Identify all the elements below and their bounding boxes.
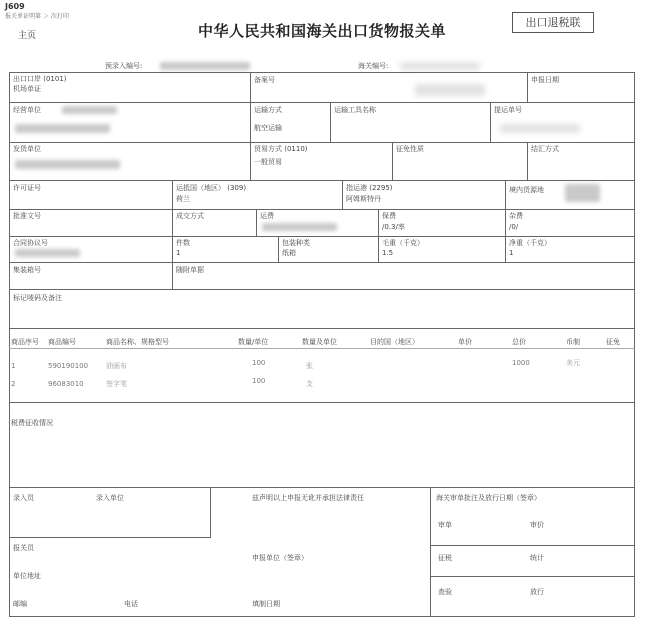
row-name-spec: 签字笔 [106, 380, 127, 388]
export-refund-stamp: 出口退税联 [512, 12, 594, 33]
review-label: 审单 [438, 521, 452, 529]
customs-no-value-redacted [400, 62, 480, 70]
release-label: 放行 [530, 588, 544, 596]
insurance-value: /0.3/率 [382, 223, 405, 231]
page-title: 中华人民共和国海关出口货物报关单 [198, 22, 447, 40]
trade-mode-value: 一般贸易 [254, 158, 282, 166]
pre-entry-value-redacted [160, 62, 250, 70]
declare-unit-sign-label: 申报单位（签章） [252, 554, 308, 562]
bill-no-value-redacted [500, 124, 580, 133]
transport-label: 运输方式 [254, 106, 282, 114]
operator-label: 经营单位 [13, 106, 41, 114]
inspection-label: 查验 [438, 588, 452, 596]
unit-address-label: 单位地址 [13, 572, 41, 580]
deal-mode-label: 成交方式 [176, 212, 204, 220]
settlement-label: 结汇方式 [531, 145, 559, 153]
packing-value: 纸箱 [282, 249, 296, 257]
home-link[interactable]: 主页 [18, 31, 37, 41]
gross-weight-value: 1.5 [382, 249, 394, 257]
row-unit: 张 [306, 362, 313, 370]
col-header-qty-and-unit: 数量及单位 [302, 338, 337, 346]
shipper-label: 发货单位 [13, 145, 41, 153]
record-no-value-redacted [415, 84, 485, 96]
phone-label: 电话 [124, 600, 138, 608]
transport-tool-label: 运输工具名称 [334, 106, 376, 114]
row-item-no: 2 [11, 380, 16, 388]
tax-levy-label: 税费征收情况 [11, 419, 53, 427]
customs-approval-label: 海关审单批注及放行日期（签章） [436, 494, 541, 502]
row-item-no: 1 [11, 362, 16, 370]
pre-entry-label: 预录入编号: [105, 62, 143, 70]
domestic-source-label: 境内货源地 [509, 186, 544, 194]
license-label: 许可证号 [13, 184, 41, 192]
postcode-label: 邮编 [13, 600, 27, 608]
declarant-label: 报关员 [13, 544, 34, 552]
col-header-total-price: 总价 [512, 338, 526, 346]
tax-nature-label: 征免性质 [396, 145, 424, 153]
domestic-source-redacted [565, 184, 600, 202]
row-name-spec: 油画布 [106, 362, 127, 370]
freight-value-redacted [262, 223, 337, 231]
col-header-name-spec: 商品名称、规格型号 [106, 338, 169, 346]
pieces-value: 1 [176, 249, 181, 257]
row-currency: 美元 [566, 359, 580, 367]
declare-date-label: 申报日期 [531, 76, 559, 84]
col-header-dest-country: 目的国（地区） [370, 338, 419, 346]
export-port-value: 机场单证 [13, 85, 41, 93]
transport-value: 航空运输 [254, 124, 282, 132]
operator-code-redacted [62, 106, 117, 114]
row-total-price: 1000 [512, 359, 530, 367]
destination-port-value: 阿姆斯特丹 [346, 195, 381, 203]
net-weight-label: 净重（千克） [509, 239, 551, 247]
container-no-label: 集装箱号 [13, 266, 41, 274]
freight-label: 运费 [260, 212, 274, 220]
breadcrumb[interactable]: 报关单证明第 ＞ 次打印 [5, 13, 69, 20]
misc-fee-label: 杂费 [509, 212, 523, 220]
col-header-qty-unit: 数量/单位 [238, 338, 269, 346]
examine-price-label: 审价 [530, 521, 544, 529]
shipper-value-redacted [15, 160, 120, 169]
col-header-levy: 征免 [606, 338, 620, 346]
col-header-hs-code: 商品编号 [48, 338, 76, 346]
row-qty: 100 [252, 377, 266, 385]
net-weight-value: 1 [509, 249, 514, 257]
entry-person-label: 录入员 [13, 494, 34, 502]
contract-no-value-redacted [15, 249, 80, 257]
marks-remarks-label: 标记唛码及备注 [13, 294, 62, 302]
statistics-label: 统计 [530, 554, 544, 562]
declaration-statement: 兹声明以上申报无讹并承担法律责任 [252, 494, 364, 502]
destination-port-label: 指运港 (2295) [346, 184, 393, 192]
approval-no-label: 批准文号 [13, 212, 41, 220]
col-header-currency: 币制 [566, 338, 580, 346]
levy-tax-label: 征税 [438, 554, 452, 562]
col-header-unit-price: 单价 [458, 338, 472, 346]
row-qty: 100 [252, 359, 266, 367]
form-code: J609 [5, 2, 25, 11]
record-no-label: 备案号 [254, 76, 275, 84]
entry-unit-label: 录入单位 [96, 494, 124, 502]
operator-name-redacted [15, 124, 110, 133]
customs-no-label: 海关编号: [358, 62, 389, 70]
packing-label: 包装种类 [282, 239, 310, 247]
col-header-item-no: 商品序号 [11, 338, 39, 346]
gross-weight-label: 毛重（千克） [382, 239, 424, 247]
export-port-label: 出口口岸 (0101) [13, 75, 67, 83]
row-hs-code: 96083010 [48, 380, 84, 388]
row-hs-code: 590190100 [48, 362, 89, 370]
pieces-label: 件数 [176, 239, 190, 247]
bill-no-label: 提运单号 [494, 106, 522, 114]
misc-fee-value: /0/ [509, 223, 519, 231]
destination-country-label: 运抵国（地区） (309) [176, 184, 247, 192]
contract-no-label: 合同协议号 [13, 239, 48, 247]
destination-country-value: 荷兰 [176, 195, 190, 203]
row-unit: 支 [306, 380, 313, 388]
attached-docs-label: 随附单据 [176, 266, 204, 274]
insurance-label: 保费 [382, 212, 396, 220]
fill-date-label: 填制日期 [252, 600, 280, 608]
trade-mode-label: 贸易方式 (0110) [254, 145, 308, 153]
